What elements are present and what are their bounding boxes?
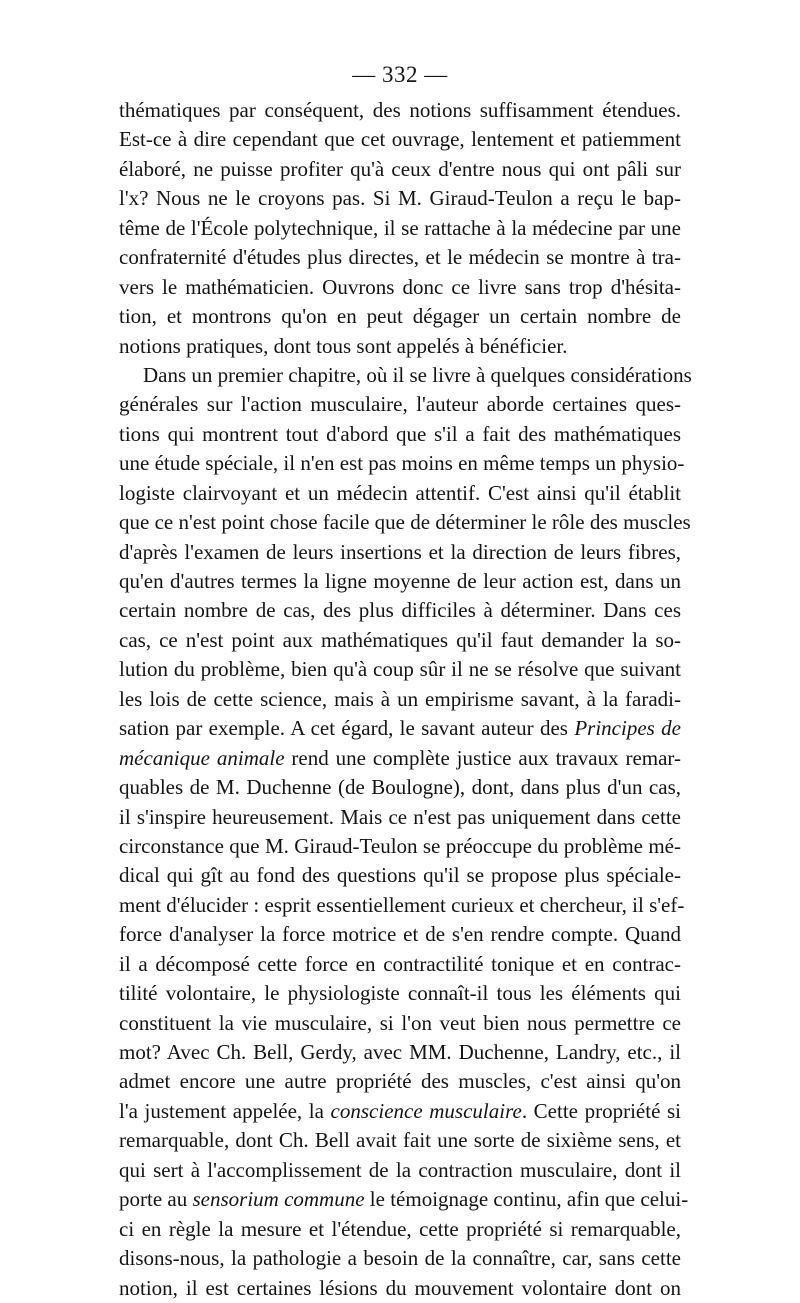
text-segment: . Cette propriété si bbox=[521, 1098, 681, 1123]
paragraph-end-line: notions pratiques, dont tous sont appelés à bénéficier. bbox=[119, 333, 568, 358]
text-line: certain nombre de cas, des plus difficiles à déterminer. Dans ces bbox=[119, 598, 681, 623]
text-line: qui sert à l'accomplissement de la contraction musculaire, dont il bbox=[119, 1157, 681, 1182]
text-line: les lois de cette science, mais à un empirisme savant, à la faradi- bbox=[119, 686, 681, 711]
text-segment: le témoignage continu, afin que celui- bbox=[364, 1187, 689, 1212]
text-line: élaboré, ne puisse profiter qu'à ceux d'entre nous qui ont pâli sur bbox=[119, 156, 681, 181]
text-line: logiste clairvoyant et un médecin attentif. C'est ainsi qu'il établit bbox=[119, 480, 681, 505]
text-line-with-title bbox=[119, 744, 681, 773]
text-line: tême de l'École polytechnique, il se rattache à la médecine par une bbox=[119, 215, 681, 240]
text-line: ment d'élucider : esprit essentiellement curieux et chercheur, il s'ef- bbox=[119, 892, 685, 917]
text-line: quables de M. Duchenne (de Boulogne), dont, dans plus d'un cas, bbox=[119, 775, 681, 800]
text-line: vers le mathématicien. Ouvrons donc ce livre sans trop d'hésita- bbox=[119, 274, 681, 299]
text-line: thématiques par conséquent, des notions suffisamment étendues. bbox=[119, 98, 681, 122]
text-line-with-title bbox=[119, 714, 681, 743]
text-line: Est-ce à dire cependant que cet ouvrage, lentement et patiemment bbox=[119, 127, 681, 152]
text-line: ci en règle la mesure et l'étendue, cette propriété si remarquable, bbox=[119, 1216, 681, 1241]
text-line-with-term bbox=[119, 1185, 689, 1214]
text-line: qu'en d'autres termes la ligne moyenne de leur action est, dans un bbox=[119, 569, 681, 593]
text-line: tion, et montrons qu'on en peut dégager un certain nombre de bbox=[119, 304, 681, 329]
text-line: constituent la vie musculaire, si l'on veut bien nous permettre ce bbox=[119, 1010, 681, 1035]
body-text bbox=[119, 96, 692, 1303]
text-line: il s'inspire heureusement. Mais ce n'est pas uniquement dans cette bbox=[119, 804, 681, 829]
term-italic: sensorium commune bbox=[192, 1187, 365, 1212]
text-segment: sation par exemple. A cet égard, le savant auteur des bbox=[119, 716, 575, 741]
text-line: notion, il est certaines lésions du mouvement volontaire dont on bbox=[119, 1275, 681, 1300]
text-line: remarquable, dont Ch. Bell avait fait une sorte de sixième sens, et bbox=[119, 1128, 681, 1153]
book-title-italic: Principes de bbox=[574, 716, 681, 741]
text-line: que ce n'est point chose facile que de déterminer le rôle des muscles bbox=[119, 510, 691, 535]
text-line: force d'analyser la force motrice et de s'en rendre compte. Quand bbox=[119, 922, 681, 947]
text-line: tilité volontaire, le physiologiste connaît-il tous les éléments qui bbox=[119, 981, 681, 1006]
text-line-with-term bbox=[119, 1097, 681, 1126]
text-line: tions qui montrent tout d'abord que s'il a fait des mathématiques bbox=[119, 421, 681, 446]
text-segment: porte au bbox=[119, 1187, 193, 1212]
text-line: confraternité d'études plus directes, et le médecin se montre à tra- bbox=[119, 245, 681, 270]
text-line: l'x? Nous ne le croyons pas. Si M. Giraud-Teulon a reçu le bap- bbox=[119, 186, 681, 211]
text-line: dical qui gît au fond des questions qu'il se propose plus spéciale- bbox=[119, 863, 681, 888]
term-italic: conscience musculaire bbox=[330, 1098, 522, 1123]
text-segment: rend une complète justice aux travaux remar- bbox=[284, 745, 681, 770]
text-segment: l'a justement appelée, la bbox=[119, 1098, 331, 1123]
text-line: une étude spéciale, il n'en est pas moins en même temps un physio- bbox=[119, 451, 685, 476]
text-line: cas, ce n'est point aux mathématiques qu'il faut demander la so- bbox=[119, 627, 681, 652]
text-line: lution du problème, bien qu'à coup sûr il ne se résolve que suivant bbox=[119, 657, 681, 682]
text-line: disons-nous, la pathologie a besoin de la connaître, car, sans cette bbox=[119, 1246, 681, 1271]
paragraph-start-line: Dans un premier chapitre, où il se livre à quelques considérations bbox=[143, 362, 692, 387]
text-line: il a décomposé cette force en contractilité tonique et en contrac- bbox=[119, 951, 681, 976]
page-number: — 332 — bbox=[352, 62, 448, 87]
text-line: admet encore une autre propriété des muscles, c'est ainsi qu'on bbox=[119, 1069, 681, 1094]
text-line: générales sur l'action musculaire, l'auteur aborde certaines ques- bbox=[119, 392, 681, 417]
text-line: mot? Avec Ch. Bell, Gerdy, avec MM. Duchenne, Landry, etc., il bbox=[119, 1040, 681, 1064]
text-line: d'après l'examen de leurs insertions et la direction de leurs fibres, bbox=[119, 539, 681, 564]
book-page bbox=[119, 58, 692, 1303]
text-line: circonstance que M. Giraud-Teulon se préoccupe du problème mé- bbox=[119, 833, 681, 858]
book-title-italic: mécanique animale bbox=[119, 745, 285, 770]
